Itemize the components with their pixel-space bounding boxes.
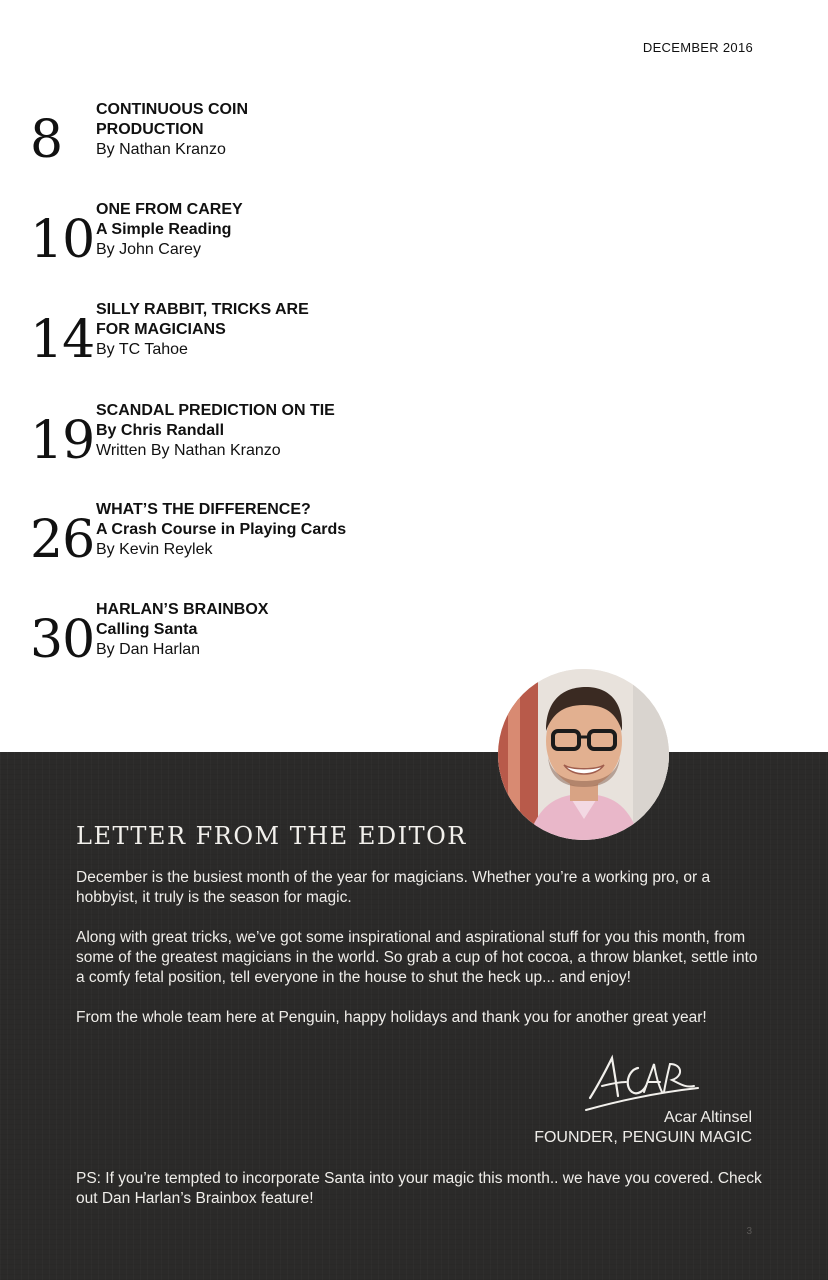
editor-heading: LETTER FROM THE EDITOR xyxy=(76,822,467,850)
editor-paragraph: December is the busiest month of the year for magicians. Whether you’re a working pro, or a hobbyist, it truly is the season for magic. xyxy=(76,869,711,906)
toc-title: HARLAN’S BRAINBOX xyxy=(96,601,269,618)
editor-portrait-avatar xyxy=(498,669,669,840)
toc-page-number: 26 xyxy=(30,510,95,570)
toc-subtitle: A Simple Reading xyxy=(96,221,232,238)
editor-paragraph: Along with great tricks, we’ve got some inspirational and aspirational stuff for you this month, from some of the greatest magicians in the world. So grab a cup of hot cocoa, a throw blanket, settle into a comfy fetal position, tell everyone in the house to shut the heck up... and enjoy! xyxy=(76,929,758,986)
toc-title: CONTINUOUS COIN PRODUCTION xyxy=(96,101,248,138)
toc-author: By TC Tahoe xyxy=(96,341,188,358)
toc-item[interactable] xyxy=(0,600,420,670)
toc-author: By Nathan Kranzo xyxy=(96,141,226,158)
toc-page-number: 8 xyxy=(30,110,63,170)
editor-role: FOUNDER, PENGUIN MAGIC xyxy=(534,1129,752,1146)
issue-date: DECEMBER 2016 xyxy=(642,40,753,55)
toc-page-number: 14 xyxy=(30,310,95,370)
toc-title: ONE FROM CAREY xyxy=(96,201,243,218)
toc-page-number: 10 xyxy=(30,210,95,270)
toc-subtitle: By Chris Randall xyxy=(96,422,225,439)
toc-author: By Kevin Reylek xyxy=(96,541,213,558)
editor-letter-body xyxy=(76,868,766,1048)
toc-subtitle: Calling Santa xyxy=(96,621,198,638)
toc-subtitle: A Crash Course in Playing Cards xyxy=(96,521,347,538)
portrait-icon xyxy=(498,669,669,840)
toc-item[interactable] xyxy=(0,500,420,570)
toc-author: Written By Nathan Kranzo xyxy=(96,442,281,459)
toc-author: By Dan Harlan xyxy=(96,641,201,658)
toc-author: By John Carey xyxy=(96,241,201,258)
editor-paragraph: From the whole team here at Penguin, happy holidays and thank you for another great year! xyxy=(76,1009,707,1026)
toc-title: SCANDAL PREDICTION ON TIE xyxy=(96,402,335,419)
toc-title: WHAT’S THE DIFFERENCE? xyxy=(96,501,311,518)
editor-signature-icon xyxy=(582,1052,702,1116)
toc-item[interactable] xyxy=(0,300,420,370)
postscript-text: PS: If you’re tempted to incorporate Santa into your magic this month.. we have you covered. Check out Dan Harlan’s Brainbox feature! xyxy=(76,1170,762,1207)
toc-page-number: 30 xyxy=(30,610,95,670)
editor-name: Acar Altinsel xyxy=(663,1109,752,1126)
page-number: 3 xyxy=(746,1226,752,1237)
toc-item[interactable] xyxy=(0,401,420,471)
toc-title: SILLY RABBIT, TRICKS ARE FOR MAGICIANS xyxy=(96,301,309,338)
toc-item[interactable] xyxy=(0,200,420,270)
toc-item[interactable] xyxy=(0,100,420,170)
toc-page-number: 19 xyxy=(30,411,95,471)
